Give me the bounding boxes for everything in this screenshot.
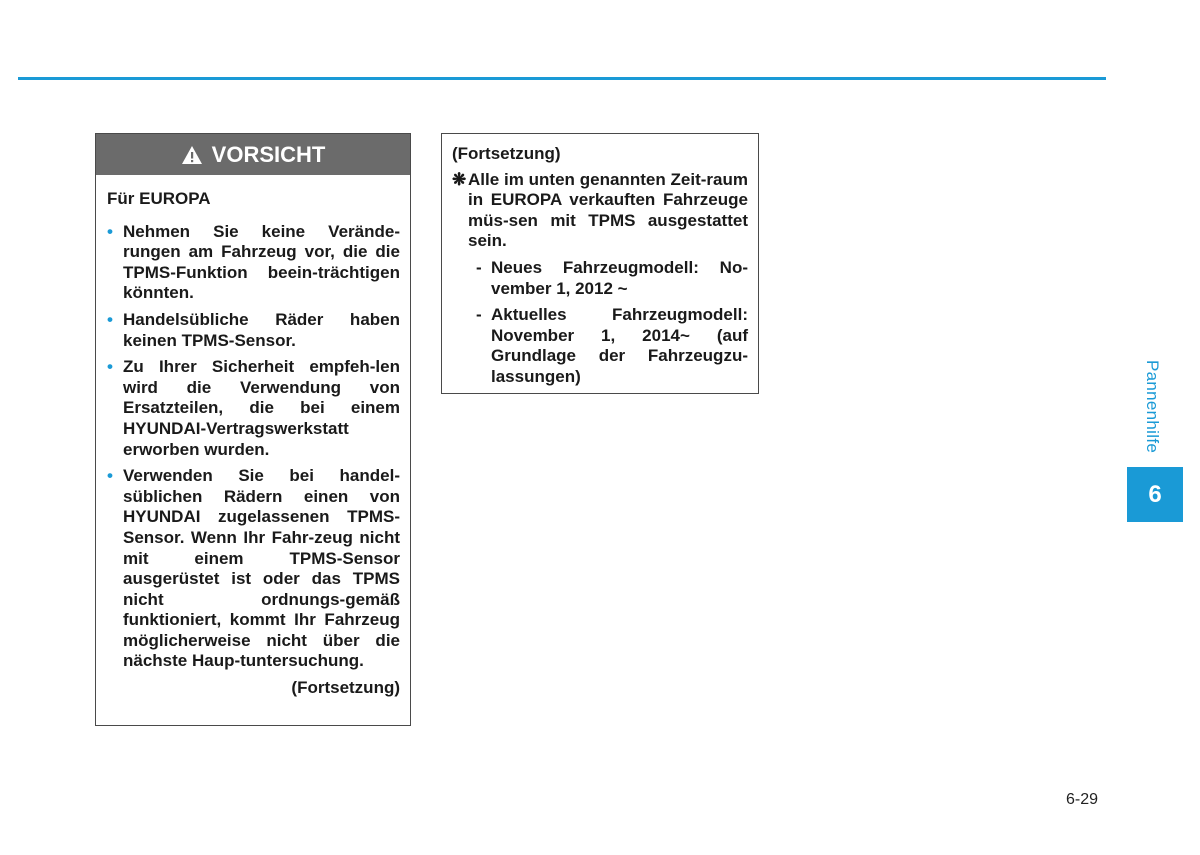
bullet-text: Handelsübliche Räder haben keinen TPMS-Sensor. [123,309,400,350]
dash-marker-icon: - [476,305,482,325]
model-date-text: Aktuelles Fahrzeugmodell: November 1, 2014~ (auf Grundlage der Fahrzeugzu-lassungen) [491,305,748,386]
note-text: Alle im unten genannten Zeit-raum in EUROPA verkauften Fahrzeuge müs-sen mit TPMS ausgestattet sein. [468,169,748,251]
note-item [452,170,748,252]
list-item [476,258,748,299]
continued-caution-box [441,133,759,394]
caution-header [96,134,410,175]
caution-body [96,175,410,699]
bullet-text: Nehmen Sie keine Verände-rungen am Fahrzeug vor, die die TPMS-Funktion beein-trächtigen könnten. [123,221,400,303]
note-asterisk-icon: ❋ [452,169,467,189]
chapter-tab: 6 [1127,467,1183,522]
bullet-dot-icon: • [107,309,113,329]
list-item [476,305,748,387]
model-date-text: Neues Fahrzeugmodell: No-vember 1, 2012 ~ [491,257,748,298]
list-item [107,310,400,351]
bullet-text: Verwenden Sie bei handel-süblichen Rädern einen von HYUNDAI zugelassenen TPMS-Sensor. Wenn Ihr Fahr-zeug nicht mit einem TPMS-Sensor ausgerüstet ist oder das TPMS nicht ordnungs-gemäß funktioniert, kommt Ihr Fahrzeug möglicherweise nicht über die nächste Haup-tuntersuchung. [123,466,400,671]
list-item [107,222,400,304]
caution-box [95,133,411,726]
section-label: Pannenhilfe [1143,360,1162,454]
dash-marker-icon: - [476,257,482,277]
top-divider [18,77,1106,80]
caution-bullet-list [107,222,400,672]
caution-subtitle: Für EUROPA [107,189,211,208]
warning-triangle-icon [181,145,203,165]
bullet-dot-icon: • [107,357,113,377]
list-item [107,357,400,460]
bullet-dot-icon: • [107,466,113,486]
continuation-label: (Fortsetzung) [291,678,400,698]
model-date-list [452,258,748,388]
bullet-dot-icon: • [107,221,113,241]
caution-title: VORSICHT [211,141,326,167]
continued-title: (Fortsetzung) [452,144,561,163]
bullet-text: Zu Ihrer Sicherheit empfeh-len wird die Verwendung von Ersatzteilen, die bei einem HYUNDAI-Vertragswerkstatt erworben wurden. [123,357,400,459]
list-item [107,466,400,672]
page-number: 6-29 [1066,791,1099,808]
